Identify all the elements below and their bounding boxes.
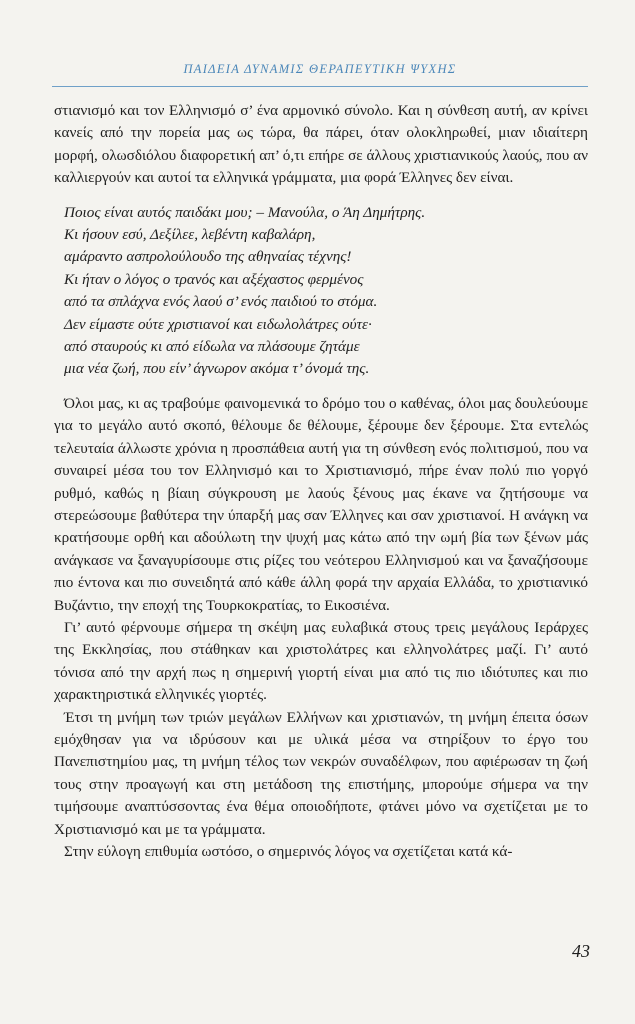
poem-line: από σταυρούς κι από είδωλα να πλάσουμε ζητάμε [64,338,360,356]
paragraph: Όλοι μας, κι ας τραβούμε φαινομενικά το δρόμο του ο καθένας, όλοι μας δουλεύουμε για το μεγάλο αυτό σκοπό, θέλουμε δε θέλουμε, ξέρουμε δεν ξέρουμε. Στα εντελώς τελευταία άλλωστε χρόνια η προσπάθεια αυτή για τη σύνθεση ενός πολιτισμού, που να συναιρεί μέσα του τον Ελληνισμό και το Χριστιανισμό, πήρε έναν πολύ πιο γοργό ρυθμό, καθώς η βίαιη σύγκρουση με λαούς ξένους μας έκανε να ζητήσουμε να στερεώσουμε βαθύτερα την ύπαρξή μας σαν Έλληνες και σαν χριστιανοί. Η ανάγκη να κρατήσουμε ορθή και αδούλωτη την ψυχή μας κάτω από την ωμή βία των ξένων μάς ανάγκασε να ξαναγυρίσουμε στις ρίζες του νεότερου Ελληνισμού και να ξαναζήσουμε πιο έντονα και πιο συνειδητά από κάθε άλλη φορά την αρχαία Ελλάδα, το χριστιανικό Βυζάντιο, την εποχή της Τουρκοκρατίας, το Εικοσιένα. [54,394,588,614]
poem-quotation [64,202,588,381]
poem-line: Δεν είμαστε ούτε χριστιανοί και ειδωλολάτρες ούτε· [64,315,372,333]
page-body [54,100,588,863]
poem-line: αμάραντο ασπρολούλουδο της αθηναίας τέχνης! [64,248,352,266]
poem-line: μια νέα ζωή, που είν’ άγνωρον ακόμα τ’ όνομά της. [64,360,370,378]
poem-line: Κι ήταν ο λόγος ο τρανός και αξέχαστος φερμένος [64,270,364,288]
running-header: ΠΑΙΔΕΙΑ ΔΥΝΑΜΙΣ ΘΕΡΑΠΕΥΤΙΚΗ ΨΥΧΗΣ [183,62,457,76]
poem-line: Κι ήσουν εσύ, Δεξίλεε, λεβέντη καβαλάρη, [64,226,316,244]
paragraph: Έτσι τη μνήμη των τριών μεγάλων Ελλήνων και χριστιανών, τη μνήμη έπειτα όσων εμόχθησαν για να ιδρύσουν και με υλικά μέσα να στηρίξουν το έργο του Πανεπιστημίου μας, τη μνήμη τέλος των νεκρών συναδέλφων, που αφιέρωσαν τη ζωή τους στην προαγωγή και στη μετάδοση της επιστήμης, μπορούμε σήμερα να την τιμήσουμε αναπτύσσοντας ένα θέμα οποιοδήποτε, φτάνει μόνο να σχετίζεται με το Χριστιανισμό και με τα γράμματα. [54,708,588,838]
paragraph-continued: στιανισμό και τον Ελληνισμό σ’ ένα αρμονικό σύνολο. Και η σύνθεση αυτή, αν κρίνει κανείς από την πορεία μας ως τώρα, θα πάρει, όταν ολοκληρωθεί, μιαν ιδιαίτερη μορφή, ολωσδιόλου διαφορετική απ’ ό,τι επήρε σε άλλους χριστιανικούς λαούς, που αν καλλιεργούν και αυτοί τα ελληνικά γράμματα, μια φορά Έλληνες δεν είναι. [54,102,588,187]
page-number: 43 [572,941,590,961]
paragraph: Γι’ αυτό φέρνουμε σήμερα τη σκέψη μας ευλαβικά στους τρεις μεγάλους Ιεράρχες της Εκκλησίας, που στάθηκαν και χριστολάτρες και ελληνολάτρες μαζί. Γι’ αυτό τόνισα από την αρχή πως η σημερινή γιορτή είναι μια από τις πιο ιδιότυπες και πιο χαρακτηριστικά ελληνικές γιορτές. [54,618,588,704]
poem-line: από τα σπλάχνα ενός λαού σ’ ενός παιδιού το στόμα. [64,293,378,311]
header-rule [52,86,588,87]
poem-line: Ποιος είναι αυτός παιδάκι μου; – Μανούλα, ο Άη Δημήτρης. [64,203,426,221]
paragraph-continues: Στην εύλογη επιθυμία ωστόσο, ο σημερινός λόγος να σχετίζεται κατά κά- [64,843,513,860]
